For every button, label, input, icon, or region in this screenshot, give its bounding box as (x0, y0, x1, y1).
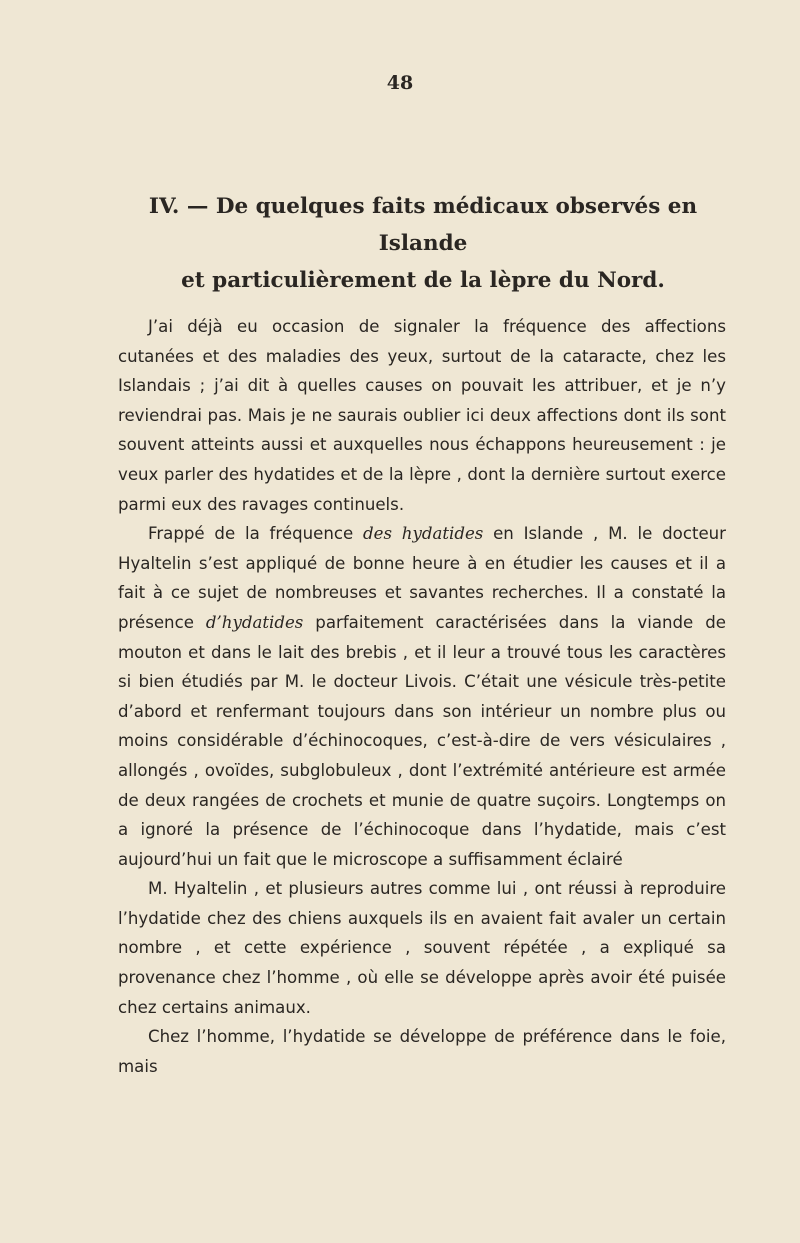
paragraph-2-part-1: Frappé de la fréquence (148, 524, 363, 544)
section-heading (118, 188, 728, 299)
paragraph-2-part-3: parfaitement caractérisées dans la viande de mouton et dans le lait des brebis , et il leur a trouvé tous les caractères si bien étudiés par M. le docteur Livois. C’était une vésicule très-petite d’abord et renfermant toujours dans son intérieur un nombre plus ou moins considérable d’échinocoques, c’est-à-dire de vers vésiculaires , allongés , ovoïdes, subglobuleux , dont l’extrémité antérieure est armée de deux rangées de crochets et munie de quatre suçoirs. Longtemps on a ignoré la présence de l’échinocoque dans l’hydatide, mais c’est aujourd’hui un fait que le microscope a suffisamment éclairé (118, 612, 726, 869)
page-number: 48 (386, 72, 414, 94)
body-text (118, 312, 726, 1081)
paragraph-3: M. Hyaltelin , et plusieurs autres comme lui , ont réussi à reproduire l’hydatide chez des chiens auxquels ils en avaient fait avaler un certain nombre , et cette expérience , souvent répétée , a expliqué sa provenance chez l’homme , où elle se développe après avoir été puisée chez certains animaux. (118, 879, 726, 1017)
heading-line-2: et particulièrement de la lèpre du Nord. (181, 268, 665, 293)
italic-term-hydatides: des hydatides (363, 524, 484, 544)
paragraph-4: Chez l’homme, l’hydatide se développe de préférence dans le foie, mais (118, 1027, 726, 1076)
paragraph-2-part-2: en Islande , M. le docteur Hyaltelin s’est appliqué de bonne heure à en étudier les causes et il a fait à ce sujet de nombreuses et savantes recherches. Il a constaté la présence (118, 524, 727, 632)
paragraph-2 (118, 519, 726, 874)
italic-term-d-hydatides: d’hydatides (205, 612, 304, 632)
paragraph-1: J’ai déjà eu occasion de signaler la fréquence des affections cutanées et des maladies des yeux, surtout de la cataracte, chez les Islandais ; j’ai dit à quelles causes on pouvait les attribuer, et je n’y reviendrai pas. Mais je ne saurais oublier ici deux affections dont ils sont souvent atteints aussi et auxquelles nous échappons heureusement : je veux parler des hydatides et de la lèpre , dont la dernière surtout exerce parmi eux des ravages continuels. (118, 317, 726, 514)
heading-line-1: IV. — De quelques faits médicaux observés en Islande (148, 194, 698, 256)
